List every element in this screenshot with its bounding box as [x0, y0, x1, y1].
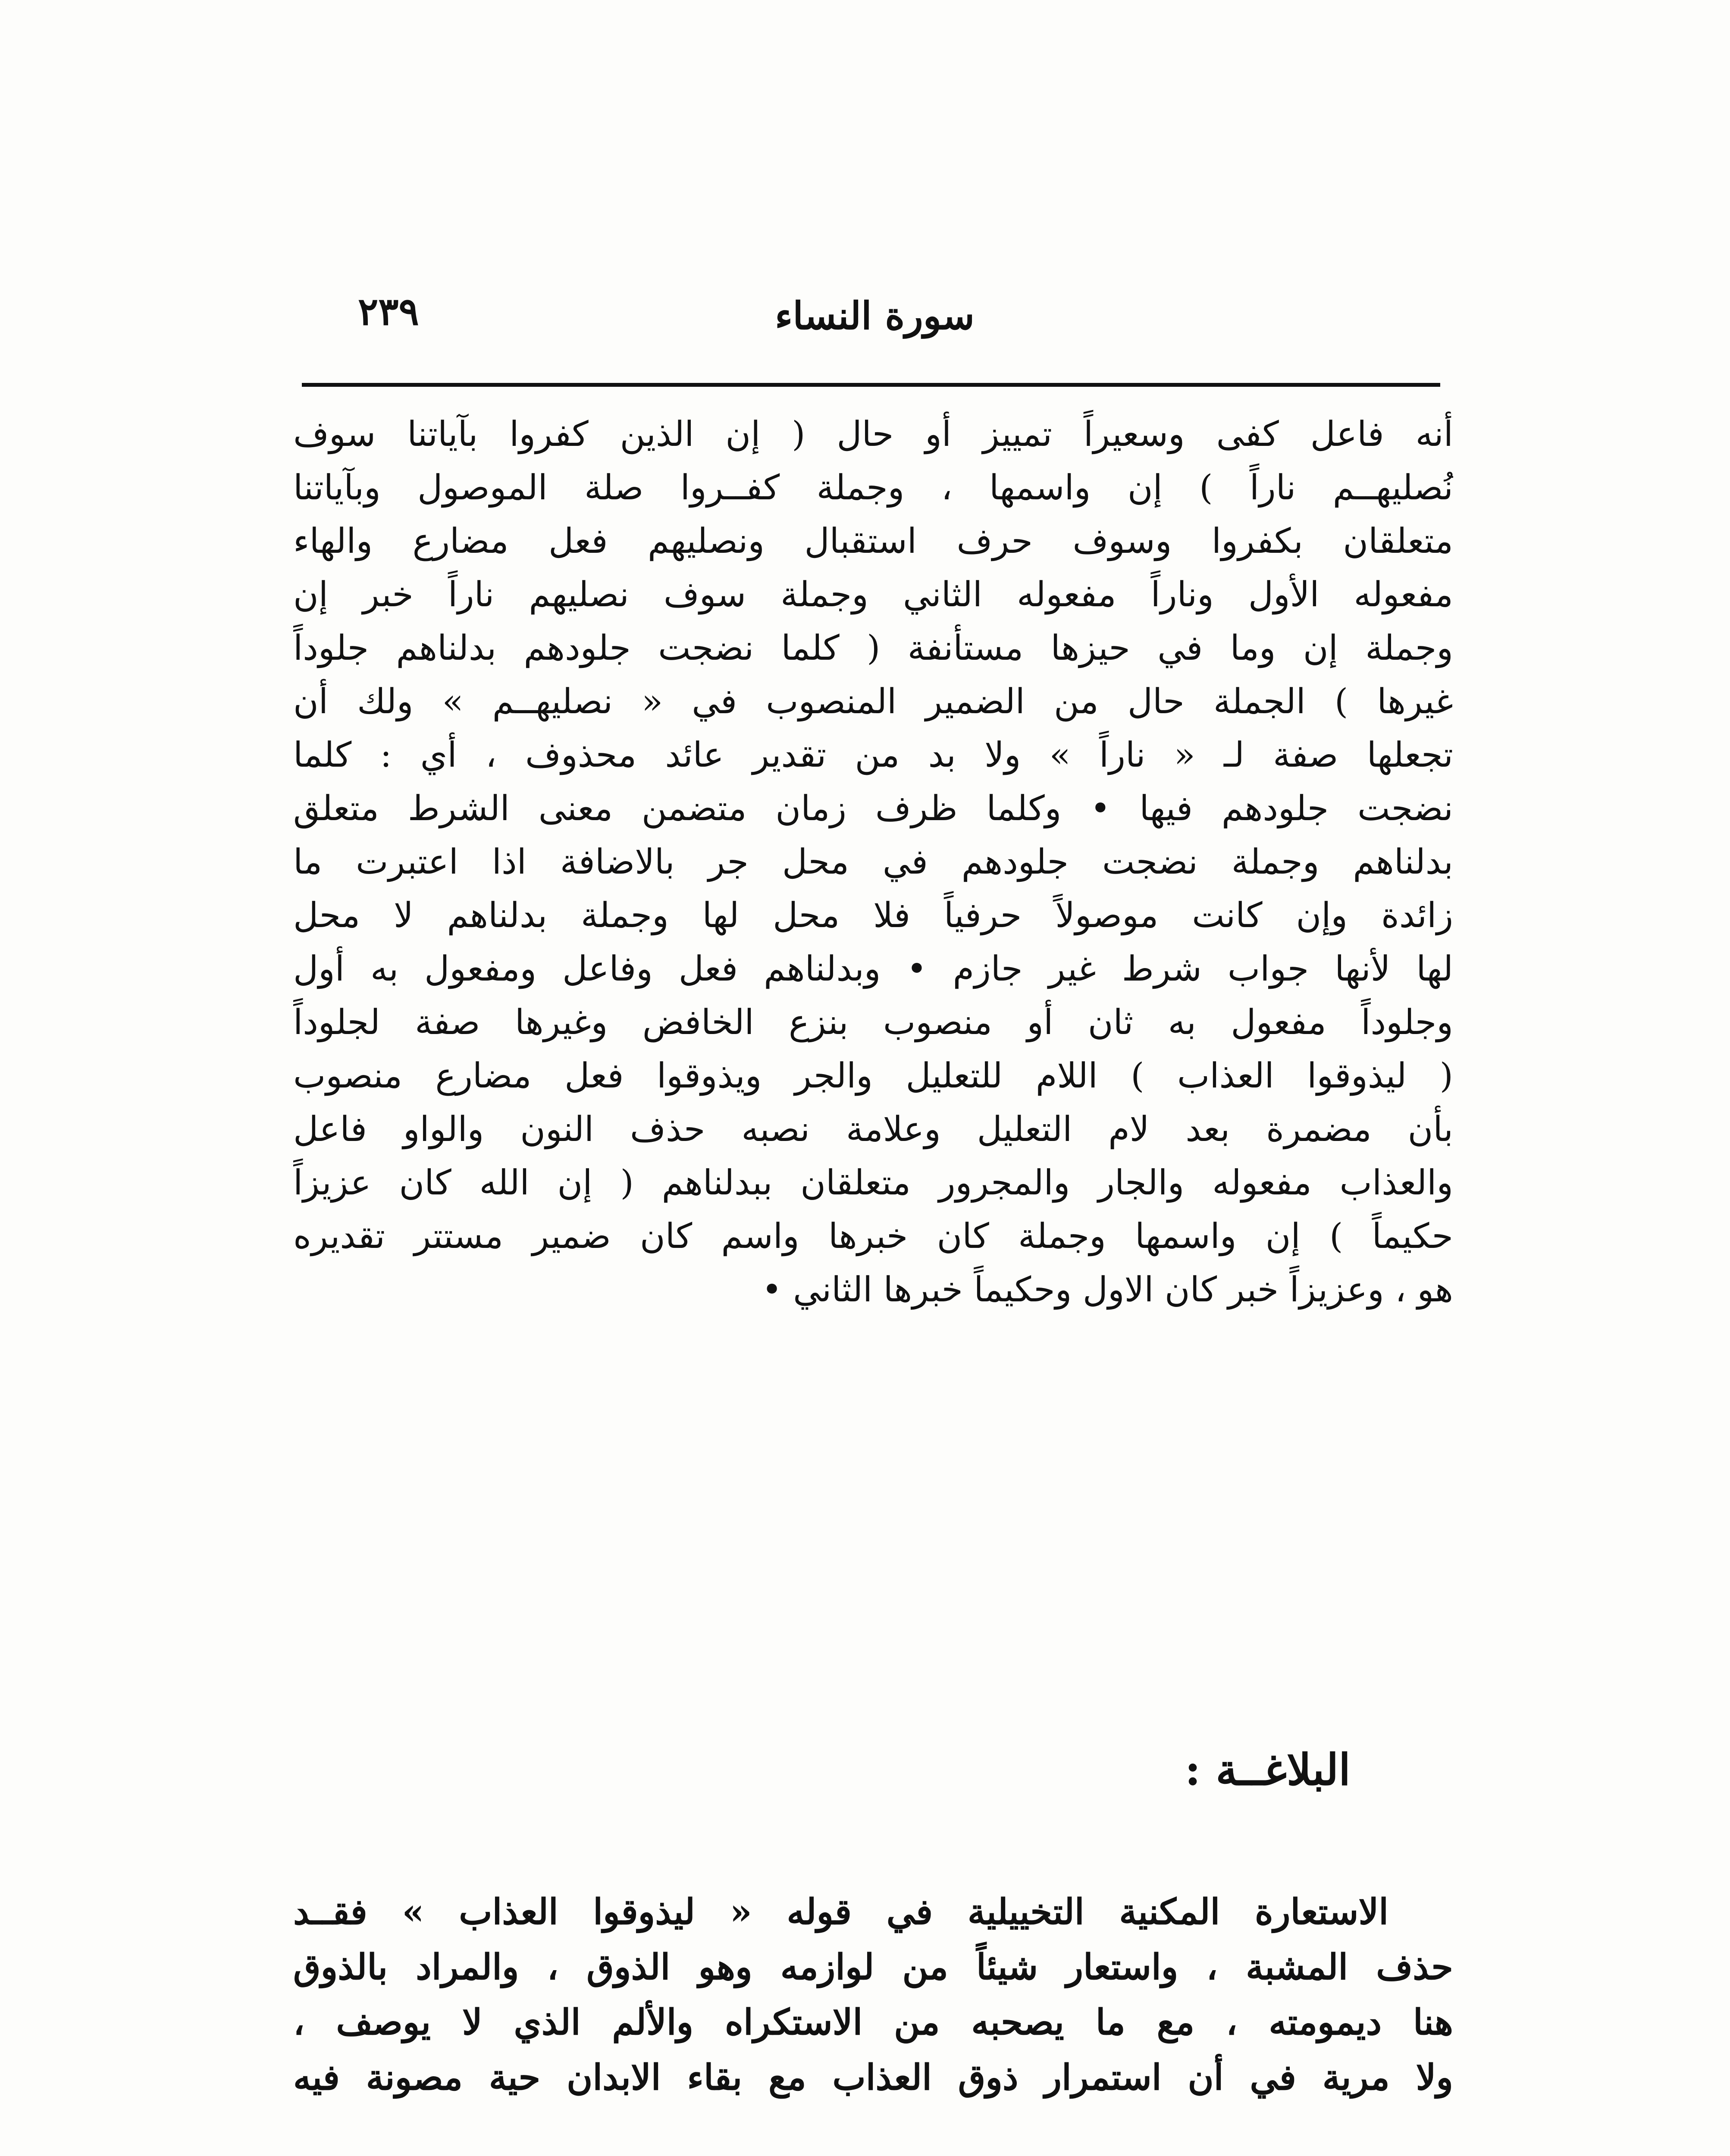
text-line: والعذاب مفعوله والجار والمجرور متعلقان ببدلناهم ( إن الله كان عزيزاً — [293, 1163, 1453, 1203]
text-line: هنا ديمومته ، مع ما يصحبه من الاستكراه والألم الذي لا يوصف ، — [293, 2002, 1453, 2043]
text-line: زائدة وإن كانت موصولاً حرفياً فلا محل لها وجملة بدلناهم لا محل — [293, 895, 1453, 935]
text-line: متعلقان بكفروا وسوف حرف استقبال ونصليهم فعل مضارع والهاء — [293, 521, 1453, 561]
text-line: بدلناهم وجملة نضجت جلودهم في محل جر بالاضافة اذا اعتبرت ما — [293, 842, 1453, 882]
text-line: ولا مرية في أن استمرار ذوق العذاب مع بقاء الابدان حية مصونة فيه — [293, 2057, 1453, 2098]
text-line: نُصليهــم ناراً ) إن واسمها ، وجملة كفــروا صلة الموصول وبآياتنا — [293, 467, 1453, 508]
surah-title: سورة النساء — [775, 293, 975, 338]
text-line: لها لأنها جواب شرط غير جازم • وبدلناهم فعل وفاعل ومفعول به أول — [293, 949, 1453, 989]
text-line: مفعوله الأول وناراً مفعوله الثاني وجملة سوف نصليهم ناراً خبر إن — [293, 574, 1453, 614]
text-line: تجعلها صفة لـ « ناراً » ولا بد من تقدير عائد محذوف ، أي : كلما — [293, 735, 1453, 775]
page-header — [302, 276, 1440, 362]
page-number: ٢٣٩ — [358, 289, 419, 334]
text-line: الاستعارة المكنية التخييلية في قوله « ليذوقوا العذاب » فقــد — [293, 1891, 1388, 1933]
section-heading-balagha: البلاغــة : — [1185, 1744, 1351, 1795]
text-line: وجلوداً مفعول به ثان أو منصوب بنزع الخافض وغيرها صفة لجلوداً — [293, 1002, 1453, 1042]
text-line: وجملة إن وما في حيزها مستأنفة ( كلما نضجت جلودهم بدلناهم جلوداً — [293, 628, 1453, 668]
text-line: ( ليذوقوا العذاب ) اللام للتعليل والجر ويذوقوا فعل مضارع منصوب — [293, 1056, 1453, 1096]
text-line: أنه فاعل كفى وسعيراً تمييز أو حال ( إن الذين كفروا بآياتنا سوف — [293, 414, 1453, 454]
text-line: هو ، وعزيزاً خبر كان الاول وحكيماً خبرها الثاني • — [762, 1269, 1453, 1310]
text-line: بأن مضمرة بعد لام التعليل وعلامة نصبه حذف النون والواو فاعل — [293, 1109, 1453, 1149]
header-divider — [302, 383, 1440, 387]
grammar-analysis-text — [293, 407, 1453, 1316]
text-line: حكيماً ) إن واسمها وجملة كان خبرها واسم كان ضمير مستتر تقديره — [293, 1216, 1453, 1256]
text-line: حذف المشبة ، واستعار شيئاً من لوازمه وهو الذوق ، والمراد بالذوق — [293, 1946, 1453, 1988]
balagha-text — [293, 1884, 1453, 2105]
text-line: نضجت جلودهم فيها • وكلما ظرف زمان متضمن معنى الشرط متعلق — [293, 788, 1453, 828]
text-line: غيرها ) الجملة حال من الضمير المنصوب في « نصليهــم » ولك أن — [293, 681, 1453, 721]
